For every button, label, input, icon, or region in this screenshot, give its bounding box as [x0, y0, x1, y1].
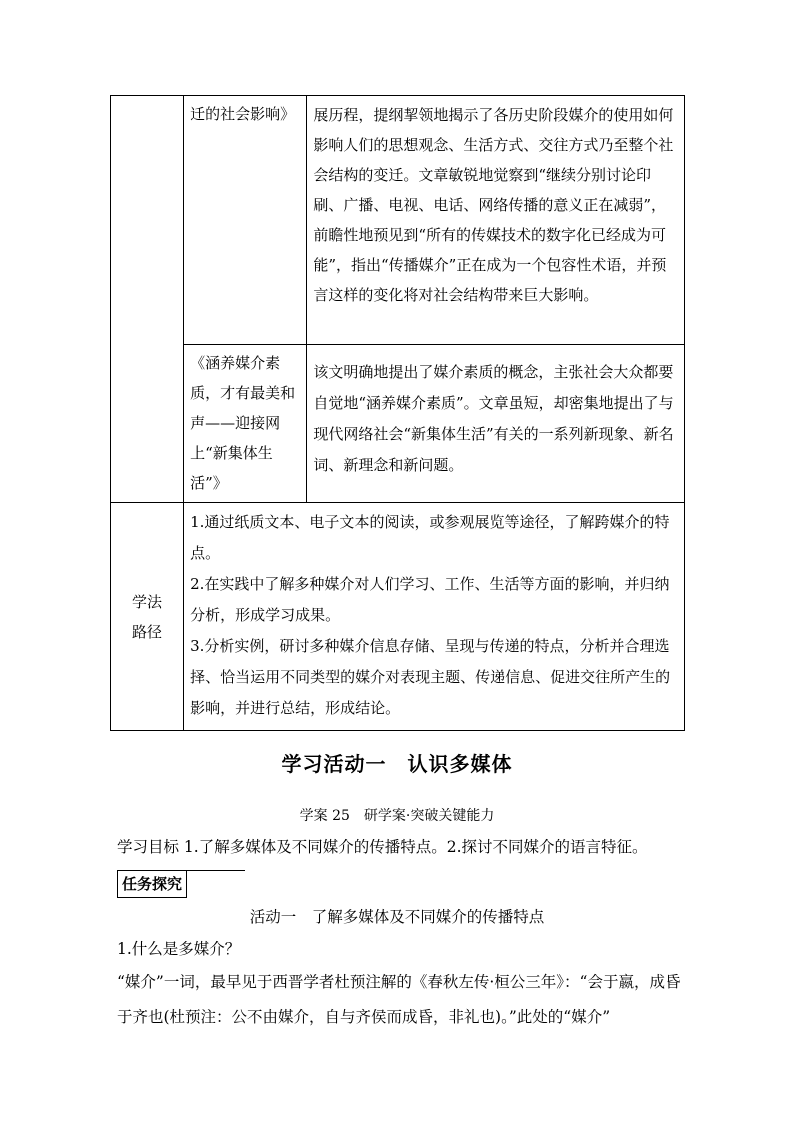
text-title: 迁的社会影响》 [190, 105, 296, 123]
learning-goal: 学习目标 1.了解多媒体及不同媒介的传播特点。2.探讨不同媒介的语言特征。 [117, 838, 648, 856]
activity-title: 学习活动一 认识多媒体 [281, 752, 513, 776]
path-content-cell [184, 503, 685, 731]
text-title-cell [184, 96, 307, 345]
task-label: 任务探究 [117, 871, 187, 898]
text-description-cell [307, 96, 685, 345]
text-description-cell [307, 345, 685, 503]
course-info-table [110, 95, 685, 731]
left-empty-cell [111, 96, 184, 503]
subheading: 学案 25 研学案·突破关键能力 [299, 808, 495, 824]
path-label-line2: 路径 [132, 622, 163, 641]
text-description: 该文明确地提出了媒介素质的概念，主张社会大众都要自觉地“涵养媒介素质”。文章虽短，却密集地提出了与现代网络社会“新集体生活”有关的一系列新现象、新名词、新理念和新问题。 [313, 363, 674, 474]
text-title: 《涵养媒介素质，才有最美和声——迎接网上“新集体生活”》 [190, 354, 296, 492]
activity-heading: 活动一 了解多媒体及不同媒介的传播特点 [249, 908, 545, 926]
text-title-cell [184, 345, 307, 503]
path-label-line1: 学法 [132, 592, 163, 611]
text-description: 展历程，提纲挈领地揭示了各历史阶段媒介的使用如何影响人们的思想观念、生活方式、交往方式乃至整个社会结构的变迁。文章敏锐地觉察到“继续分别讨论印刷、广播、电视、电话、网络传播的意义正在减弱”，前瞻性地预见到“所有的传媒技术的数字化已经成为可能”，指出“传播媒介”正在成为一个包容性术语，并预言这样的变化将对社会结构带来巨大影响。 [313, 106, 674, 304]
table-row [111, 96, 685, 345]
path-item: 2.在实践中了解多种媒介对人们学习、工作、生活等方面的影响，并归纳分析，形成学习成果。 [190, 575, 670, 624]
path-item: 1.通过纸质文本、电子文本的阅读，或参观展览等途径，了解跨媒介的特点。 [190, 513, 670, 562]
question-heading: 1.什么是多媒介？ [117, 940, 241, 958]
table-row [111, 503, 685, 731]
task-label-box [117, 870, 245, 897]
path-label-cell [111, 503, 184, 731]
table-row [111, 345, 685, 503]
body-paragraph: “媒介”一词，最早见于西晋学者杜预注解的《春秋左传·桓公三年》：“会于嬴，成昏于齐也(杜预注：公不由媒介，自与齐侯而成昏，非礼也)。”此处的“媒介” [117, 973, 681, 1026]
path-item: 3.分析实例，研讨多种媒介信息存储、呈现与传递的特点，分析并合理选择、恰当运用不同类型的媒介对表现主题、传递信息、促进交往所产生的影响，并进行总结，形成结论。 [190, 637, 671, 717]
